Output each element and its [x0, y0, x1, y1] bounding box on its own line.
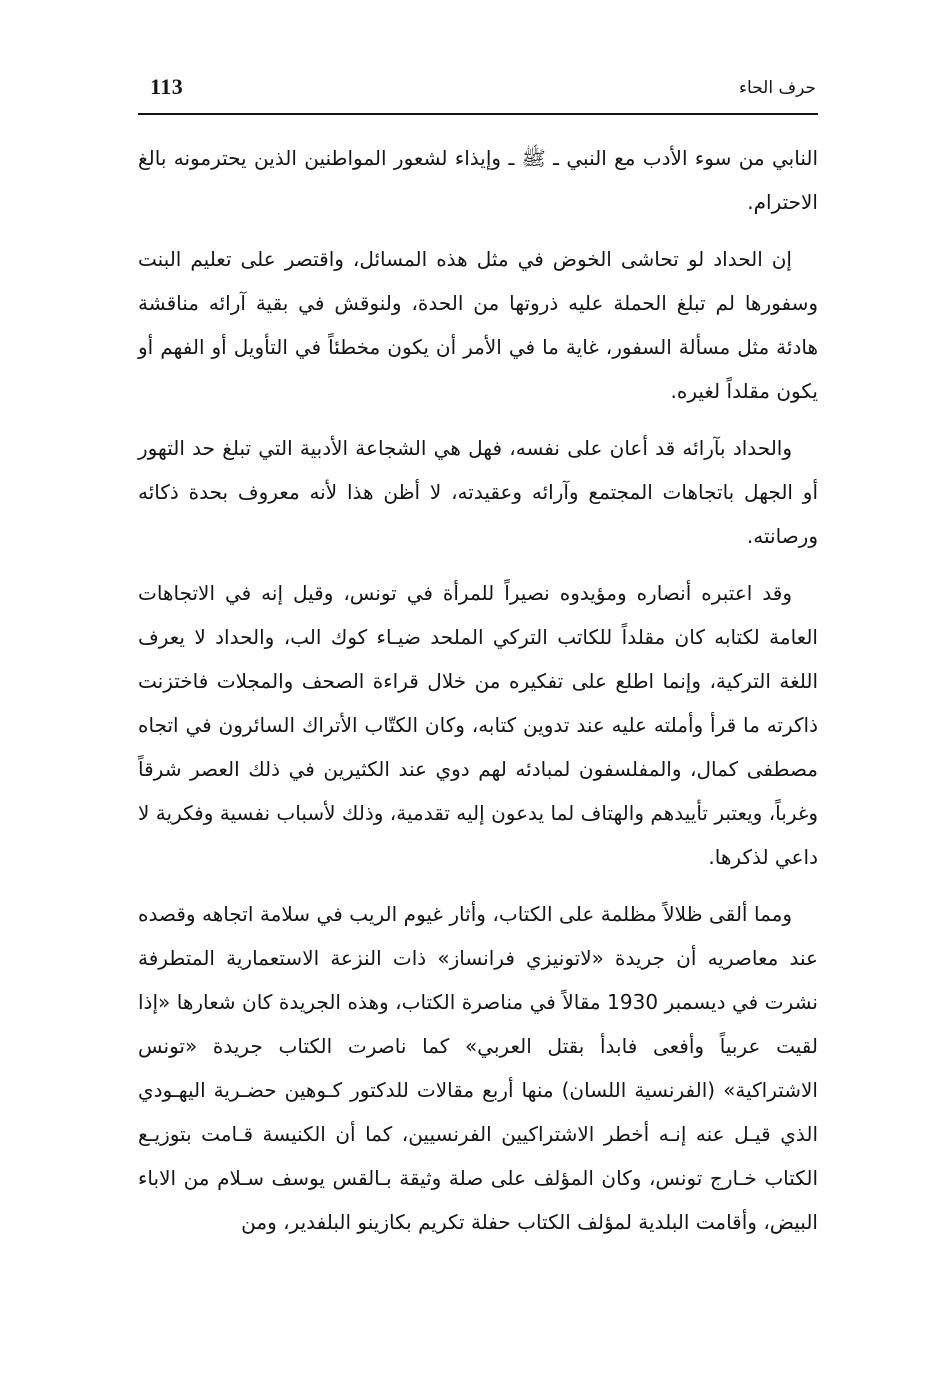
paragraph-5: ومما ألقى ظلالاً مظلمة على الكتاب، وأثار غيوم الريب في سلامة اتجاهه وقصده عند معاصريه أن جريدة «لاتونيزي فرانساز» ذات النزعة الاستعمارية المتطرفة نشرت في ديسمبر 1930 مقالاً في مناصرة الكتاب، وهذه الجريدة كان شعارها «إذا لقيت عربياً وأفعى فابدأ بقتل العربي» كما ناصرت الكتاب جريدة «تونس الاشتراكية» (الفرنسية اللسان) منها أربع مقالات للدكتور كـوهين حضـرية اليهـودي الذي قيـل عنه إنـه أخطر الاشتراكيين الفرنسيين، كما أن الكنيسة قـامت بتوزيـع الكتاب خـارج تونس، وكان المؤلف على صلة وثيقة بـالقس يوسف سـلام من الاباء البيض، وأقامت البلدية لمؤلف الكتاب حفلة تكريم بكازينو البلفدير، ومن [138, 902, 818, 1234]
page-number: 113 [150, 74, 184, 99]
paragraph-4: وقد اعتبره أنصاره ومؤيدوه نصيراً للمرأة في تونس، وقيل إنه في الاتجاهات العامة لكتابه كان مقلداً للكاتب التركي الملحد ضيـاء كوك الب، والحداد لا يعرف اللغة التركية، وإنما اطلع على تفكيره من خلال قراءة الصحف والمجلات فاختزنت ذاكرته ما قرأ وأملته عليه عند تدوين كتابه، وكان الكتّاب الأتراك السائرون في اتجاه مصطفى كمال، والمفلسفون لمبادئه لهم دوي عند الكثيرين في ذلك العصر شرقاً وغرباً، ويعتبر تأييدهم والهتاف لما يدعون إليه تقدمية، وذلك لأسباب نفسية وفكرية لا داعي لذكرها. [138, 581, 818, 869]
body-text [138, 136, 818, 1244]
paragraph-1: النابي من سوء الأدب مع النبي ـ ﷺ ـ وإيذاء لشعور المواطنين الذين يحترمونه بالغ الاحترام. [138, 146, 818, 214]
header-rule [138, 113, 818, 115]
paragraph-2: إن الحداد لو تحاشى الخوض في مثل هذه المسائل، واقتصر على تعليم البنت وسفورها لم تبلغ الحملة عليه ذروتها من الحدة، ولنوقش في بقية آرائه مناقشة هادئة مثل مسألة السفور، غاية ما في الأمر أن يكون مخطئاً في التأويل أو الفهم أو يكون مقلداً لغيره. [138, 247, 818, 403]
page-header [138, 66, 818, 112]
paragraph-3: والحداد بآرائه قد أعان على نفسه، فهل هي الشجاعة الأدبية التي تبلغ حد التهور أو الجهل باتجاهات المجتمع وآرائه وعقيدته، لا أظن هذا لأنه معروف بحدة ذكائه ورصانته. [138, 436, 818, 548]
running-title: حرف الحاء [739, 78, 816, 98]
